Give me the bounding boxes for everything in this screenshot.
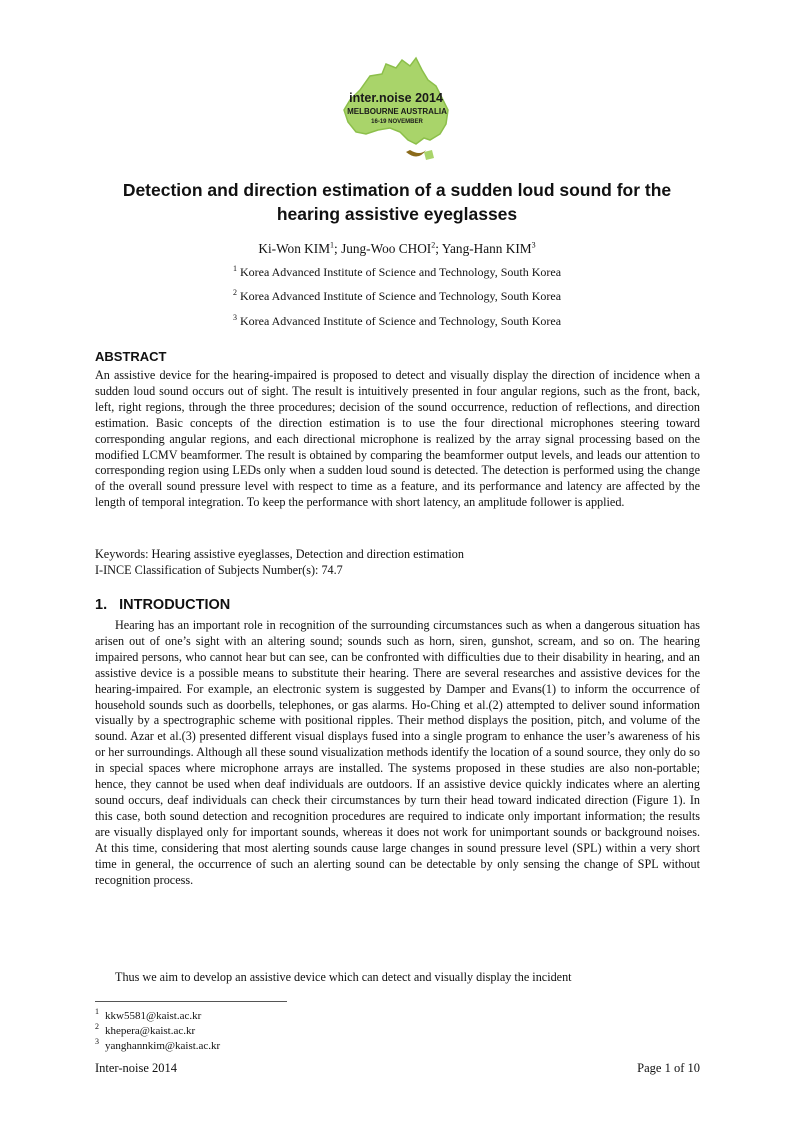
section-title: INTRODUCTION	[119, 597, 231, 613]
section-number: 1.	[95, 597, 108, 613]
australia-map-icon	[330, 52, 462, 170]
footnote-email: yanghannkim@kaist.ac.kr	[105, 1040, 221, 1052]
footnote-sup: 1	[95, 1007, 99, 1017]
footnote-2	[95, 1022, 196, 1038]
footnote-sup: 3	[95, 1037, 99, 1047]
affiliation-2	[60, 289, 734, 304]
logo-line-3: 16-19 NOVEMBER	[371, 119, 423, 125]
author-name: Jung-Woo CHOI	[341, 241, 432, 256]
author-sup: 1	[330, 240, 335, 250]
footer-page-number: Page 1 of 10	[637, 1061, 700, 1075]
intro-paragraph-1: Hearing has an important role in recognition of the surrounding circumstances such as when a dangerous situation has arisen out of one’s sight with an altering sound; sounds such as horn, siren, gunshot, scream, and so on. The hearing impaired persons, who cannot hear but can see, can be confronted with difficulties due to their disability in hearing, and an assistive device is a possible means to substitute their hearing. There are several researches and assistive devices for the hearing-impaired. For example, an electronic system is suggested by Damper and Evans(1) to inform the occurrence of household sounds such as doorbells, telephones, or gas alarms. Ho-Ching et al.(2) attempted to deliver sound information visually by a spectrographic scheme with positional ripples. Their method displays the position, pitch, and volume of the sound. Azar et al.(3) presented different visual displays fused into a single program to enhance the user’s awareness of his or her surroundings. Although all these sound visualization methods identify the location of a sound source, they only do so in special spaces where microphone arrays are installed. The systems proposed in these studies are also non-portable; hence, they cannot be used when deaf individuals are outdoors. If an assistive device quickly indicates where an alerting sound occurs, deaf individuals can check their circumstances by turn their head toward indicated direction (Figure 1). In this case, both sound detection and recognition procedures are required to indicate only important information; the results are visually displayed only for important sounds, whereas it does not work for unimportant sounds or background noises. At this time, considering that most alerting sounds cause large changes in sound pressure level (SPL) within a very short time in general, the occurrence of such an alerting sound can be detectable by only sensing the change of SPL without recognition process.	[95, 618, 700, 887]
keywords: Keywords: Hearing assistive eyeglasses, Detection and direction estimation	[95, 547, 464, 561]
conference-logo	[330, 52, 462, 170]
affiliation-3	[60, 314, 734, 329]
section-heading-introduction	[95, 597, 242, 613]
footnote-email: kkw5581@kaist.ac.kr	[105, 1010, 202, 1022]
affiliation-1	[60, 265, 734, 280]
author-list: Ki-Won KIM$^1$; Jung-Woo CHOI$^2$; Yang-Hann KIM$^3$	[258, 240, 536, 256]
tasmania-shape	[424, 150, 434, 160]
logo-line-2: MELBOURNE AUSTRALIA	[347, 107, 447, 116]
boomerang-icon	[406, 150, 426, 157]
footnote-sup: 2	[95, 1022, 99, 1032]
footnote-1	[95, 1007, 202, 1023]
affiliation-text: Korea Advanced Institute of Science and Technology, South Korea	[239, 314, 562, 328]
author-sup: 2	[431, 240, 436, 250]
paper-title	[60, 178, 734, 226]
author-name: Ki-Won KIM	[258, 241, 331, 256]
affiliation-sup: 2	[232, 288, 237, 297]
intro-paragraph-2: Thus we aim to develop an assistive device which can detect and visually display the incident	[115, 970, 572, 984]
author-sup: 3	[531, 240, 536, 250]
affiliation-text: Korea Advanced Institute of Science and Technology, South Korea	[239, 289, 562, 303]
title-line-1: Detection and direction estimation of a sudden loud sound for the	[122, 180, 672, 200]
footer-conference: Inter-noise 2014	[95, 1061, 178, 1075]
logo-line-1: inter.noise 2014	[349, 91, 443, 105]
abstract-text: An assistive device for the hearing-impaired is proposed to detect and visually display the direction of incidence when a sudden loud sound occurs out of sight. The result is intuitively presented in four angular regions, such as the front, back, left, right regions, through the three procedures; decision of the sound occurrence, reduction of reflections, and direction estimation. Basic concepts of the direction estimation is to use the four directional microphones steering toward corresponding angular regions, and each directional microphone is realized by the array signal processing based on the modified LCMV beamformer. The result is obtained by comparing the beamformer output levels, and leads our attention to corresponding region using LEDs only when a sudden loud sound is detected. The detection is performed using the change of the overall sound pressure level with respect to time as a feature, and its performance and latency are affected by the length of temporal integration. To keep the performance with short latency, an amplitude follower is applied.	[95, 368, 700, 510]
affiliation-text: Korea Advanced Institute of Science and Technology, South Korea	[239, 265, 562, 279]
footnote-divider	[95, 1001, 287, 1002]
footnote-email: khepera@kaist.ac.kr	[105, 1025, 196, 1037]
classification: I-INCE Classification of Subjects Number(s): 74.7	[95, 563, 343, 577]
author-name: Yang-Hann KIM	[441, 241, 532, 256]
affiliation-sup: 1	[232, 264, 237, 273]
abstract-heading: ABSTRACT	[95, 349, 167, 364]
footnote-3	[95, 1037, 221, 1053]
title-line-2: hearing assistive eyeglasses	[276, 204, 518, 224]
affiliation-sup: 3	[232, 313, 237, 322]
